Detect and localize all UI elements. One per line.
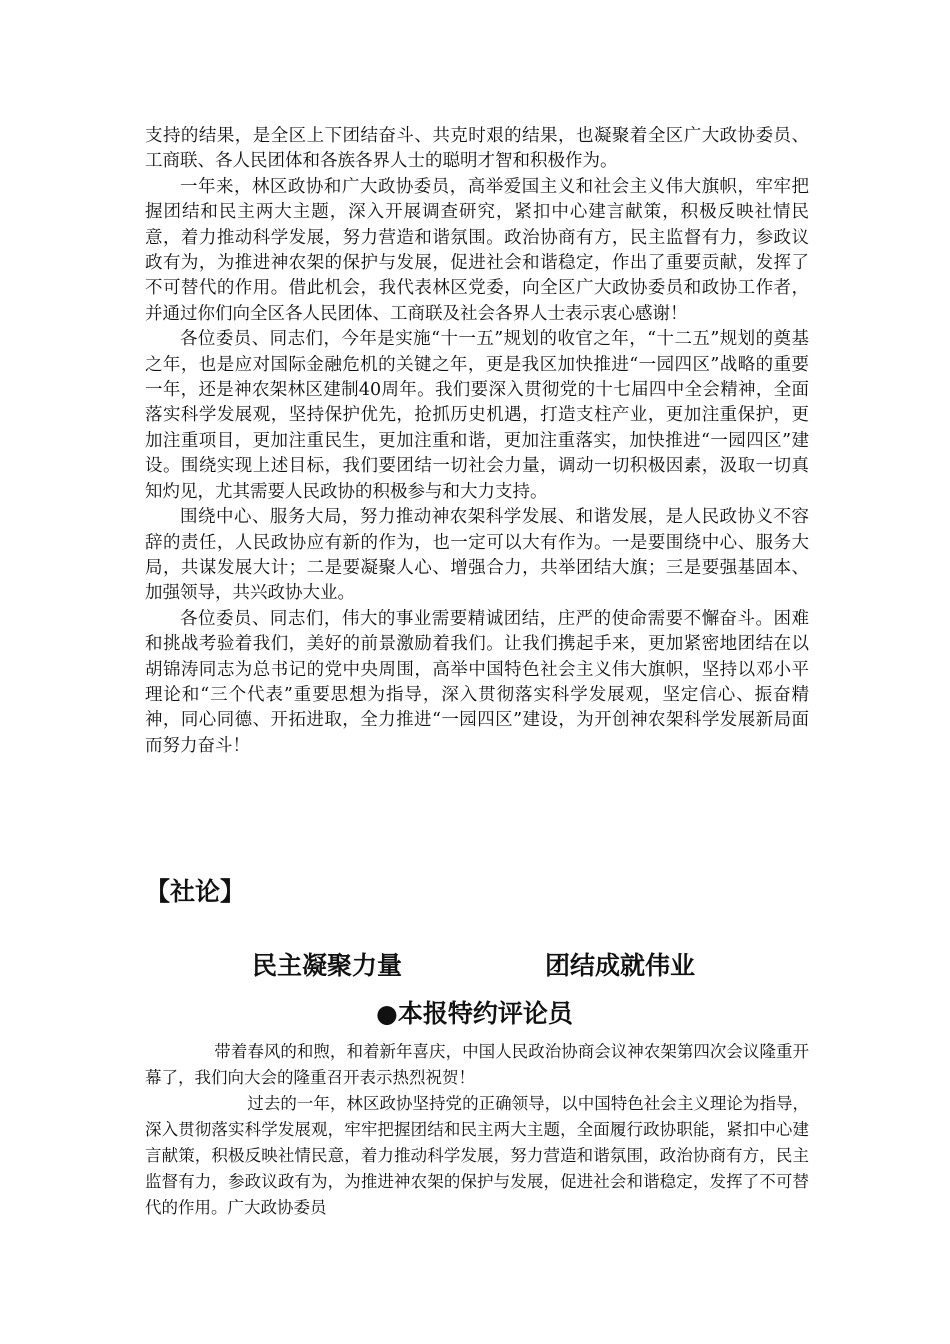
- speech-paragraph-2: 一年来，林区政协和广大政协委员，高举爱国主义和社会主义伟大旗帜，牢牢把握团结和民主两大主题，深入开展调查研究，紧扣中心建言献策，积极反映社情民意，着力推动科学发展，努力营造和谐氛围。政治协商有方，民主监督有力，参政议政有为，为推进神农架的保护与发展，促进社会和谐稳定，作出了重要贡献，发挥了不可替代的作用。借此机会，我代表林区党委，向全区广大政协委员和政协工作者，并通过你们向全区各人民团体、工商联及社会各界人士表示衷心感谢！: [145, 176, 809, 324]
- editorial-headline-left: 民主凝聚力量: [252, 951, 403, 980]
- editorial-body: [145, 1039, 809, 1221]
- editorial-paragraph-2: 过去的一年，林区政协坚持党的正确领导，以中国特色社会主义理论为指导，深入贯彻落实科学发展观，牢牢把握团结和民主两大主题，全面履行政协职能，紧扣中心建言献策，积极反映社情民意，着力推动科学发展，努力营造和谐氛围，政治协商有方，民主监督有力，参政议政有为，为推进神农架的保护与发展，促进社会和谐稳定，发挥了不可替代的作用。广大政协委员: [145, 1094, 809, 1217]
- editorial-byline: ●本报特约评论员: [376, 999, 573, 1028]
- speech-paragraph-3: 各位委员、同志们，今年是实施“十一五”规划的收官之年，“十二五”规划的奠基之年，也是应对国际金融危机的关键之年，更是我区加快推进“一园四区”战略的重要一年，还是神农架林区建制40周年。我们要深入贯彻党的十七届四中全会精神，全面落实科学发展观，坚持保护优先，抢抓历史机遇，打造支柱产业，更加注重保护，更加注重项目，更加注重民生，更加注重和谐，更加注重落实，加快推进“一园四区”建设。围绕实现上述目标，我们要团结一切社会力量，调动一切积极因素，汲取一切真知灼见，尤其需要人民政协的积极参与和大力支持。: [145, 329, 809, 502]
- speech-paragraph-4: 围绕中心、服务大局，努力推动神农架科学发展、和谐发展，是人民政协义不容辞的责任，人民政协应有新的作为，也一定可以大有作为。一是要围绕中心、服务大局，共谋发展大计；二是要凝聚人心、增强合力，共举团结大旗；三是要强基固本、加强领导，共兴政协大业。: [145, 507, 809, 604]
- speech-paragraph-5: 各位委员、同志们，伟大的事业需要精诚团结，庄严的使命需要不懈奋斗。困难和挑战考验着我们，美好的前景激励着我们。让我们携起手来，更加紧密地团结在以胡锦涛同志为总书记的党中央周围，高举中国特色社会主义伟大旗帜，坚持以邓小平理论和“三个代表”重要思想为指导，深入贯彻落实科学发展观，坚定信心、振奋精神，同心同德、开拓进取，全力推进“一园四区”建设，为开创神农架科学发展新局面而努力奋斗！: [145, 608, 809, 756]
- editorial-headline-right: 团结成就伟业: [545, 951, 696, 980]
- speech-paragraph-1: 支持的结果，是全区上下团结奋斗、共克时艰的结果，也凝聚着全区广大政协委员、工商联、各人民团体和各族各界人士的聪明才智和积极作为。: [145, 126, 809, 172]
- speech-body: [145, 124, 809, 759]
- editorial-paragraph-1: 带着春风的和煦，和着新年喜庆，中国人民政治协商会议神农架第四次会议隆重开幕了，我们向大会的隆重召开表示热烈祝贺！: [145, 1042, 809, 1087]
- section-label: 【社论】: [145, 877, 246, 906]
